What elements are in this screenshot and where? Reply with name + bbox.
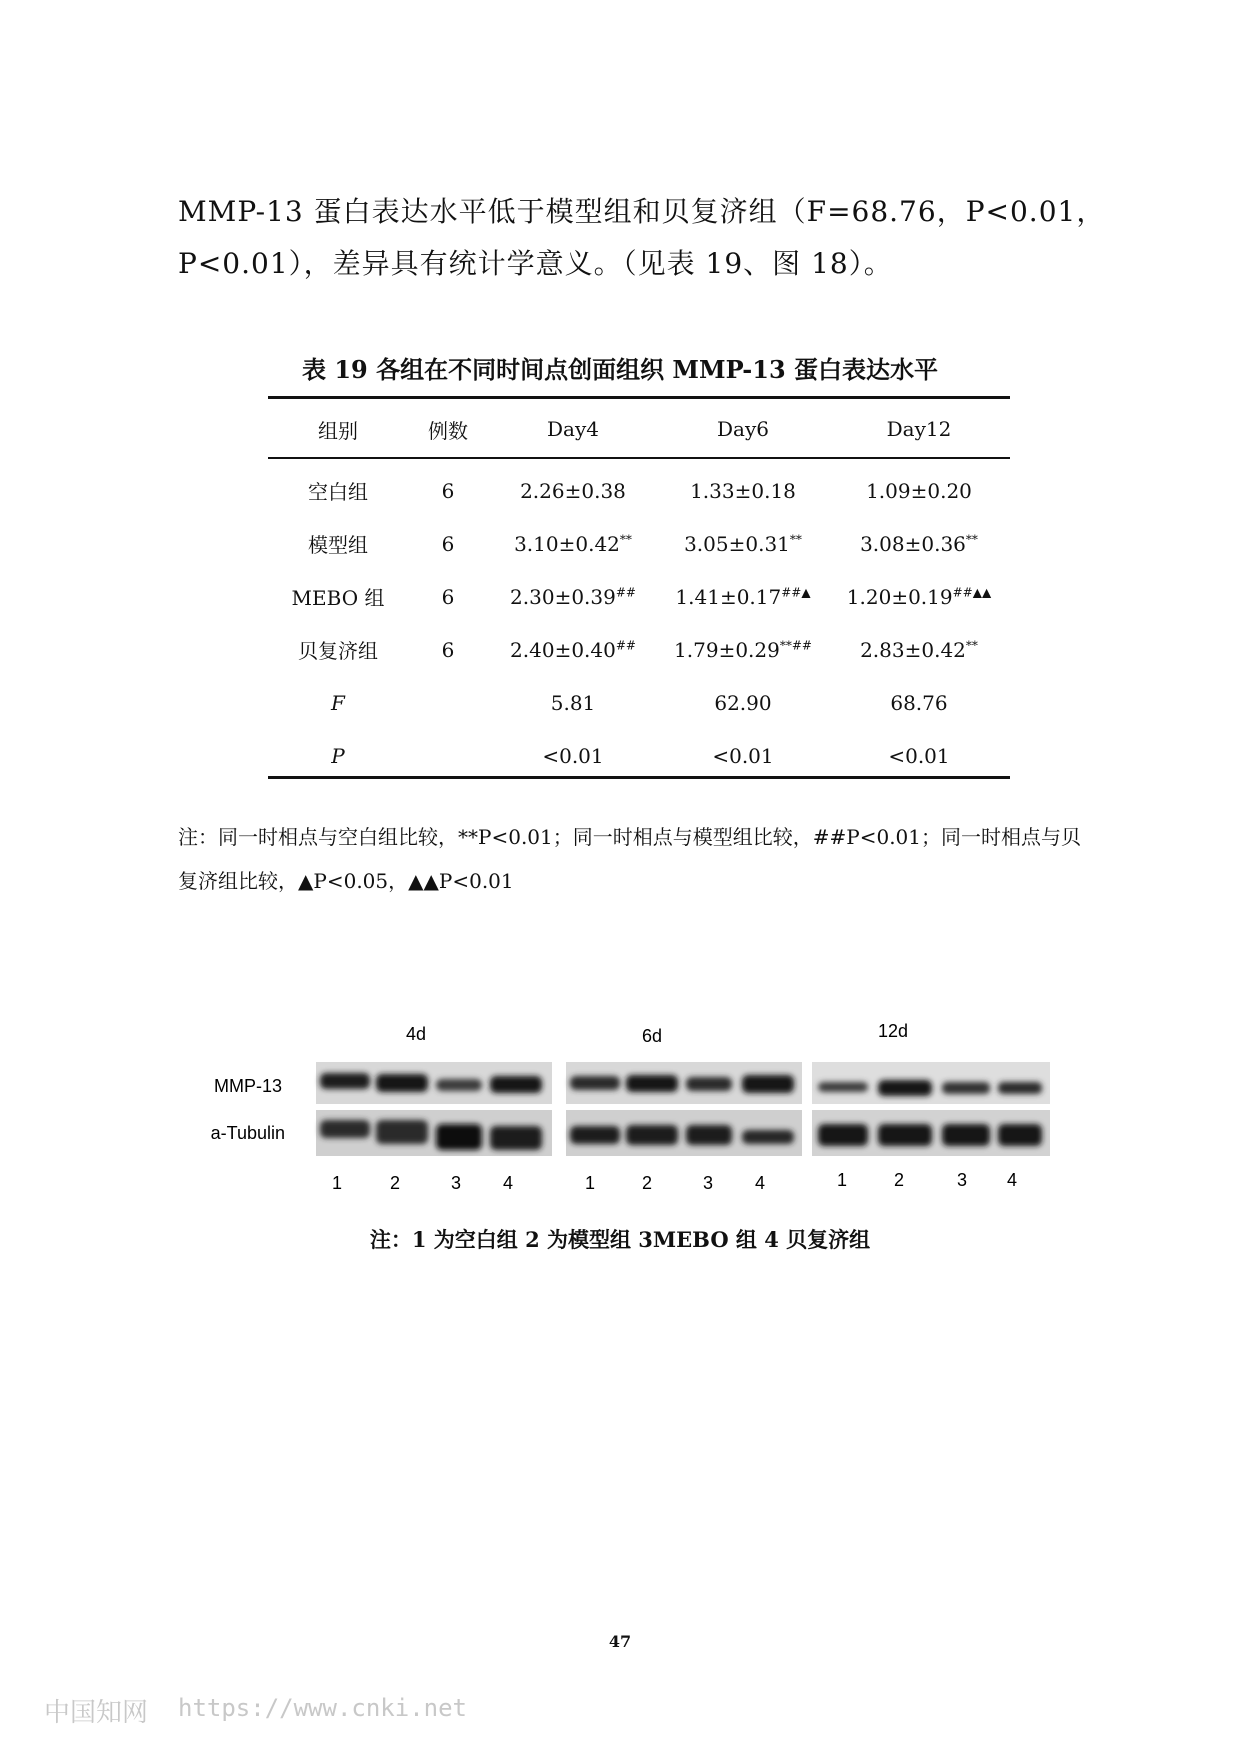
cell-day12: 2.83±0.42** xyxy=(860,637,978,662)
table-row xyxy=(268,623,1010,676)
cell-group: 模型组 xyxy=(308,533,368,557)
table-row xyxy=(268,517,1010,570)
header-day4: Day4 xyxy=(547,417,599,441)
blot-panel-4d xyxy=(316,1062,552,1156)
table-note-line-2: 复济组比较，▲P<0.05，▲▲P<0.01 xyxy=(178,869,514,893)
table-header-row xyxy=(268,400,1010,458)
table-row xyxy=(268,570,1010,623)
figure-note: 注：1 为空白组 2 为模型组 3MEBO 组 4 贝复济组 xyxy=(369,1227,871,1252)
cell-day6: 1.79±0.29**## xyxy=(674,637,812,662)
cell-group: 贝复济组 xyxy=(298,639,378,663)
header-day12: Day12 xyxy=(886,417,952,441)
time-label-4d: 4d xyxy=(405,1024,427,1044)
cell-n: 6 xyxy=(441,478,455,503)
cell-p-day12: <0.01 xyxy=(888,743,950,768)
lane-label: 1 xyxy=(836,1170,848,1190)
paragraph-line-1: MMP-13 蛋白表达水平低于模型组和贝复济组（F=68.76，P<0.01， xyxy=(178,195,1106,228)
cell-p-day6: <0.01 xyxy=(712,743,774,768)
cell-n: 6 xyxy=(441,637,455,662)
cell-day12: 1.09±0.20 xyxy=(866,478,972,503)
body-paragraph xyxy=(178,186,1106,290)
cell-n: 6 xyxy=(441,584,455,609)
row-label-tubulin: a-Tubulin xyxy=(210,1123,285,1143)
lane-label: 4 xyxy=(502,1173,514,1193)
cell-day12: 3.08±0.36** xyxy=(860,531,978,556)
cell-day6: 3.05±0.31** xyxy=(684,531,802,556)
table-note xyxy=(178,815,1098,903)
cell-group: MEBO 组 xyxy=(291,586,385,610)
lane-label: 3 xyxy=(702,1173,714,1193)
row-label-mmp13: MMP-13 xyxy=(213,1076,282,1096)
time-label-6d: 6d xyxy=(641,1026,663,1046)
watermark-site-name: 中国知网 xyxy=(44,1698,149,1728)
table-row xyxy=(268,464,1010,517)
lane-label: 2 xyxy=(641,1173,653,1193)
cell-f-day6: 62.90 xyxy=(714,690,772,715)
lane-label: 1 xyxy=(584,1173,596,1193)
cell-f-day4: 5.81 xyxy=(550,690,596,715)
cell-day4: 2.26±0.38 xyxy=(520,478,626,503)
blot-panel-6d xyxy=(566,1062,802,1156)
lane-label: 3 xyxy=(956,1170,968,1190)
time-label-12d: 12d xyxy=(877,1021,909,1041)
table-caption: 表 19 各组在不同时间点创面组织 MMP-13 蛋白表达水平 xyxy=(301,355,939,384)
table-row-p xyxy=(268,729,1010,782)
cell-day6: 1.33±0.18 xyxy=(690,478,796,503)
cell-day6: 1.41±0.17##▲ xyxy=(675,584,811,609)
lane-label: 2 xyxy=(893,1170,905,1190)
cell-group: 空白组 xyxy=(308,480,368,504)
header-group: 组别 xyxy=(318,418,358,443)
cell-f-label: F xyxy=(331,690,345,715)
table-top-rule xyxy=(268,396,1010,399)
cell-p-label: P xyxy=(331,743,345,768)
cell-day12: 1.20±0.19##▲▲ xyxy=(846,584,992,609)
header-n: 例数 xyxy=(428,418,468,443)
cell-n: 6 xyxy=(441,531,455,556)
table-row-f xyxy=(268,676,1010,729)
mmp13-table xyxy=(268,400,1010,782)
cell-day4: 3.10±0.42** xyxy=(514,531,632,556)
cell-day4: 2.30±0.39## xyxy=(510,584,636,609)
table-note-line-1: 注：同一时相点与空白组比较，**P<0.01；同一时相点与模型组比较，##P<0.01；同一时相点与贝 xyxy=(178,825,1082,849)
lane-label: 4 xyxy=(1006,1170,1018,1190)
lane-label: 4 xyxy=(754,1173,766,1193)
lane-label: 1 xyxy=(331,1173,343,1193)
western-blot-figure xyxy=(0,1000,1240,1210)
blot-panel-12d xyxy=(812,1062,1050,1156)
cell-p-day4: <0.01 xyxy=(542,743,604,768)
lane-label: 3 xyxy=(450,1173,462,1193)
paragraph-line-2: P<0.01），差异具有统计学意义。（见表 19、图 18）。 xyxy=(178,247,893,280)
header-day6: Day6 xyxy=(717,417,769,441)
lane-label: 2 xyxy=(389,1173,401,1193)
watermark-url: https://www.cnki.net xyxy=(178,1694,467,1722)
cell-f-day12: 68.76 xyxy=(890,690,948,715)
cell-day4: 2.40±0.40## xyxy=(510,637,636,662)
page-number: 47 xyxy=(608,1632,632,1651)
